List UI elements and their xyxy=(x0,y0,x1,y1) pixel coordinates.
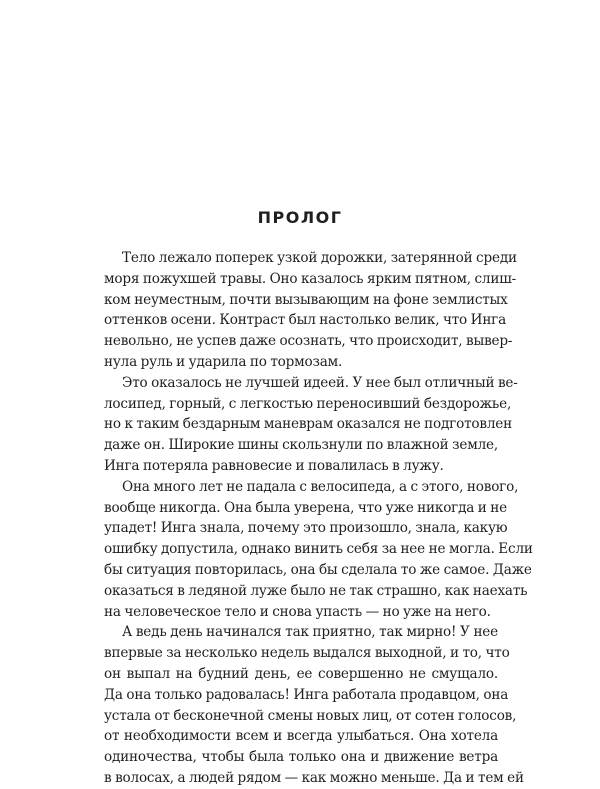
text-line: устала от бесконечной смены новых лиц, от сотен голосов, xyxy=(104,707,517,724)
text-line: он выпал на будний день, ее совершенно не смущало. xyxy=(104,665,498,682)
text-line: невольно, не успев даже осознать, что происходит, вывер- xyxy=(104,333,513,350)
text-line: Это оказалось не лучшей идеей. У нее был отличный ве- xyxy=(122,374,518,391)
text-line: Инга потеряла равновесие и повалилась в лужу. xyxy=(104,457,444,474)
text-line: Она много лет не падала с велосипеда, а с этого, нового, xyxy=(122,478,519,495)
text-line: упадет! Инга знала, почему это произошло, знала, какую xyxy=(104,520,508,537)
text-line: даже он. Широкие шины скользнули по влажной земле, xyxy=(104,437,498,454)
text-line: ком неуместным, почти вызывающим на фоне землистых xyxy=(104,291,508,308)
paragraph xyxy=(104,373,518,477)
paragraph xyxy=(104,477,533,623)
text-line: ошибку допустила, однако винить себя за нее не могла. Если xyxy=(104,541,533,558)
paragraph xyxy=(104,248,517,373)
text-line: но к таким бездарным маневрам оказался не подготовлен xyxy=(104,416,512,433)
text-line: нула руль и ударила по тормозам. xyxy=(104,353,343,370)
text-line: Тело лежало поперек узкой дорожки, затерянной среди xyxy=(122,250,517,266)
text-line: впервые за несколько недель выдался выходной, и то, что xyxy=(104,645,510,662)
text-line: вообще никогда. Она была уверена, что уже никогда и не xyxy=(104,499,507,516)
text-line: оттенков осени. Контраст был настолько велик, что Инга xyxy=(104,312,507,329)
text-line: лосипед, горный, с легкостью переносивший бездорожье, xyxy=(104,395,512,412)
text-line: бы ситуация повторилась, она бы сделала то же самое. Даже xyxy=(104,561,532,578)
text-line: А ведь день начинался так приятно, так мирно! У нее xyxy=(122,624,498,641)
text-line: на человеческое тело и снова упасть — но уже на него. xyxy=(104,603,491,620)
chapter-title: ПРОЛОГ xyxy=(257,208,343,227)
text-line: в волосах, а людей рядом — как можно меньше. Да и тем ей xyxy=(104,769,524,786)
text-line: одиночества, чтобы была только она и движение ветра xyxy=(104,749,498,766)
text-line: оказаться в ледяной луже было не так страшно, как наехать xyxy=(104,582,528,599)
chapter-body xyxy=(104,248,533,789)
text-line: моря пожухшей травы. Оно казалось ярким пятном, слиш- xyxy=(104,270,517,287)
text-line: от необходимости всем и всегда улыбаться. Она хотела xyxy=(104,728,498,745)
text-line: Да она только радовалась! Инга работала продавцом, она xyxy=(104,686,509,703)
paragraph xyxy=(104,622,524,788)
